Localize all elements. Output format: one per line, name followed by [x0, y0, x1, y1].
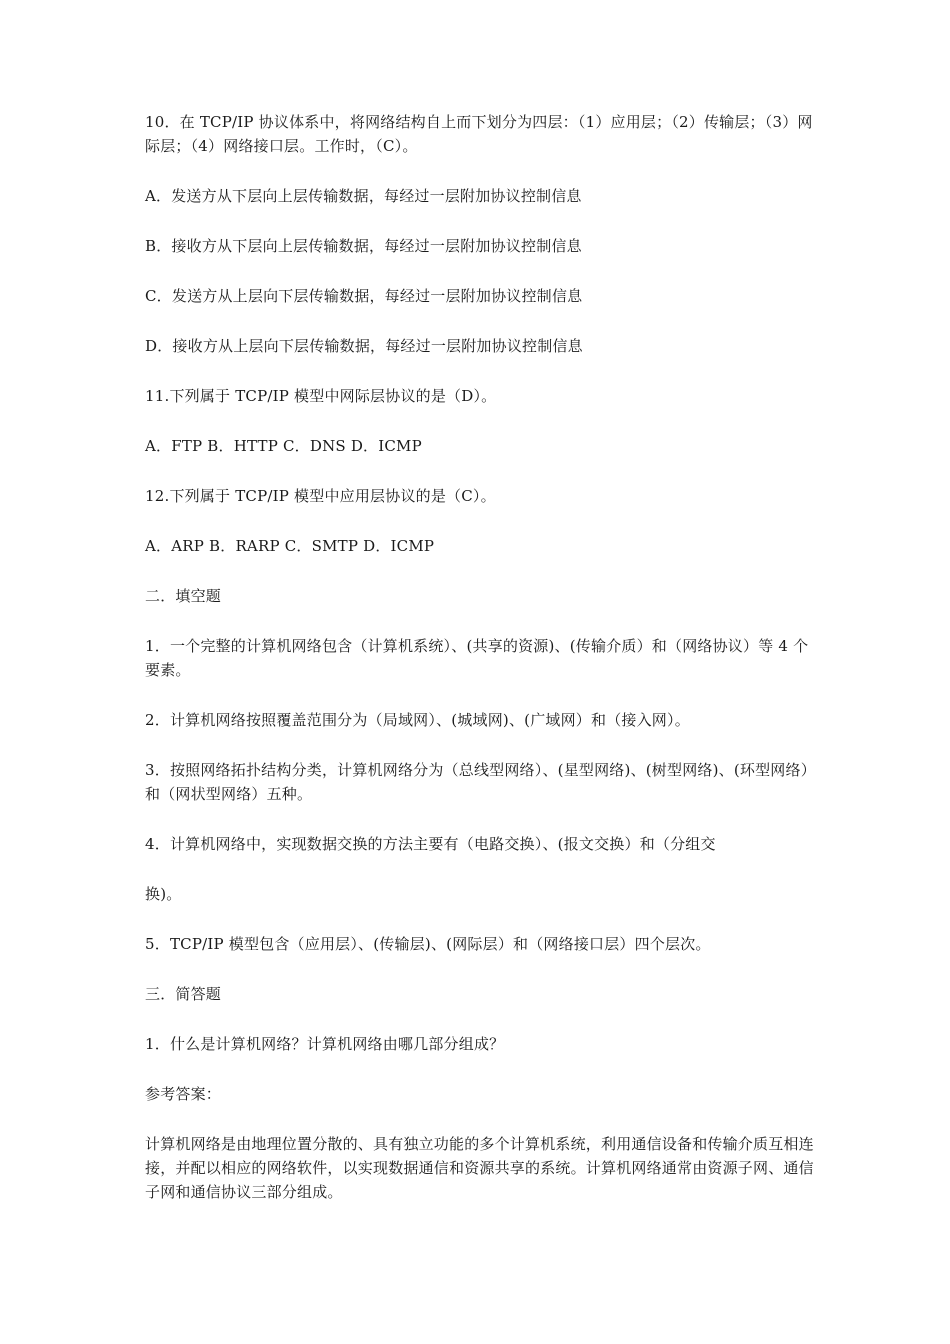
- question-12: 12.下列属于 TCP/IP 模型中应用层协议的是（C）。: [145, 487, 496, 505]
- document-page: [145, 110, 815, 1230]
- question-11-options: A．FTP B．HTTP C．DNS D．ICMP: [145, 437, 422, 455]
- option-b: B．接收方从下层向上层传输数据，每经过一层附加协议控制信息: [145, 237, 582, 255]
- reference-answer-label: 参考答案：: [145, 1085, 222, 1103]
- fill-question-5: 5．TCP/IP 模型包含（应用层）、(传输层)、(网际层）和（网络接口层）四个层次。: [145, 935, 711, 953]
- question-10: 10．在 TCP/IP 协议体系中，将网络结构自上而下划分为四层：（1）应用层；（2）传输层；（3）网际层；（4）网络接口层。工作时，（C）。: [145, 113, 813, 155]
- fill-question-4: 4．计算机网络中，实现数据交换的方法主要有（电路交换）、(报文交换）和（分组交: [145, 835, 716, 853]
- option-d: D．接收方从上层向下层传输数据，每经过一层附加协议控制信息: [145, 337, 583, 355]
- question-12-options: A．ARP B．RARP C．SMTP D．ICMP: [145, 537, 435, 555]
- fill-question-2: 2．计算机网络按照覆盖范围分为（局域网）、(城域网)、(广域网）和（接入网）。: [145, 711, 690, 729]
- reference-answer-text: 计算机网络是由地理位置分散的、具有独立功能的多个计算机系统，利用通信设备和传输介质互相连接，并配以相应的网络软件，以实现数据通信和资源共享的系统。计算机网络通常由资源子网、通信子网和通信协议三部分组成。: [145, 1135, 814, 1201]
- option-a: A．发送方从下层向上层传输数据，每经过一层附加协议控制信息: [145, 187, 582, 205]
- fill-question-4-continued: 换)。: [145, 885, 182, 903]
- question-11: 11.下列属于 TCP/IP 模型中网际层协议的是（D）。: [145, 387, 497, 405]
- section-short-answer-heading: 三．简答题: [145, 985, 222, 1003]
- option-c: C．发送方从上层向下层传输数据，每经过一层附加协议控制信息: [145, 287, 583, 305]
- section-fill-in-blank-heading: 二．填空题: [145, 587, 222, 605]
- fill-question-3: 3．按照网络拓扑结构分类，计算机网络分为（总线型网络）、(星型网络)、(树型网络)、(环型网络）和（网状型网络）五种。: [145, 761, 809, 803]
- fill-question-1: 1．一个完整的计算机网络包含（计算机系统）、(共享的资源)、(传输介质）和（网络协议）等 4 个要素。: [145, 637, 809, 679]
- short-answer-question-1: 1．什么是计算机网络？计算机网络由哪几部分组成？: [145, 1035, 505, 1053]
